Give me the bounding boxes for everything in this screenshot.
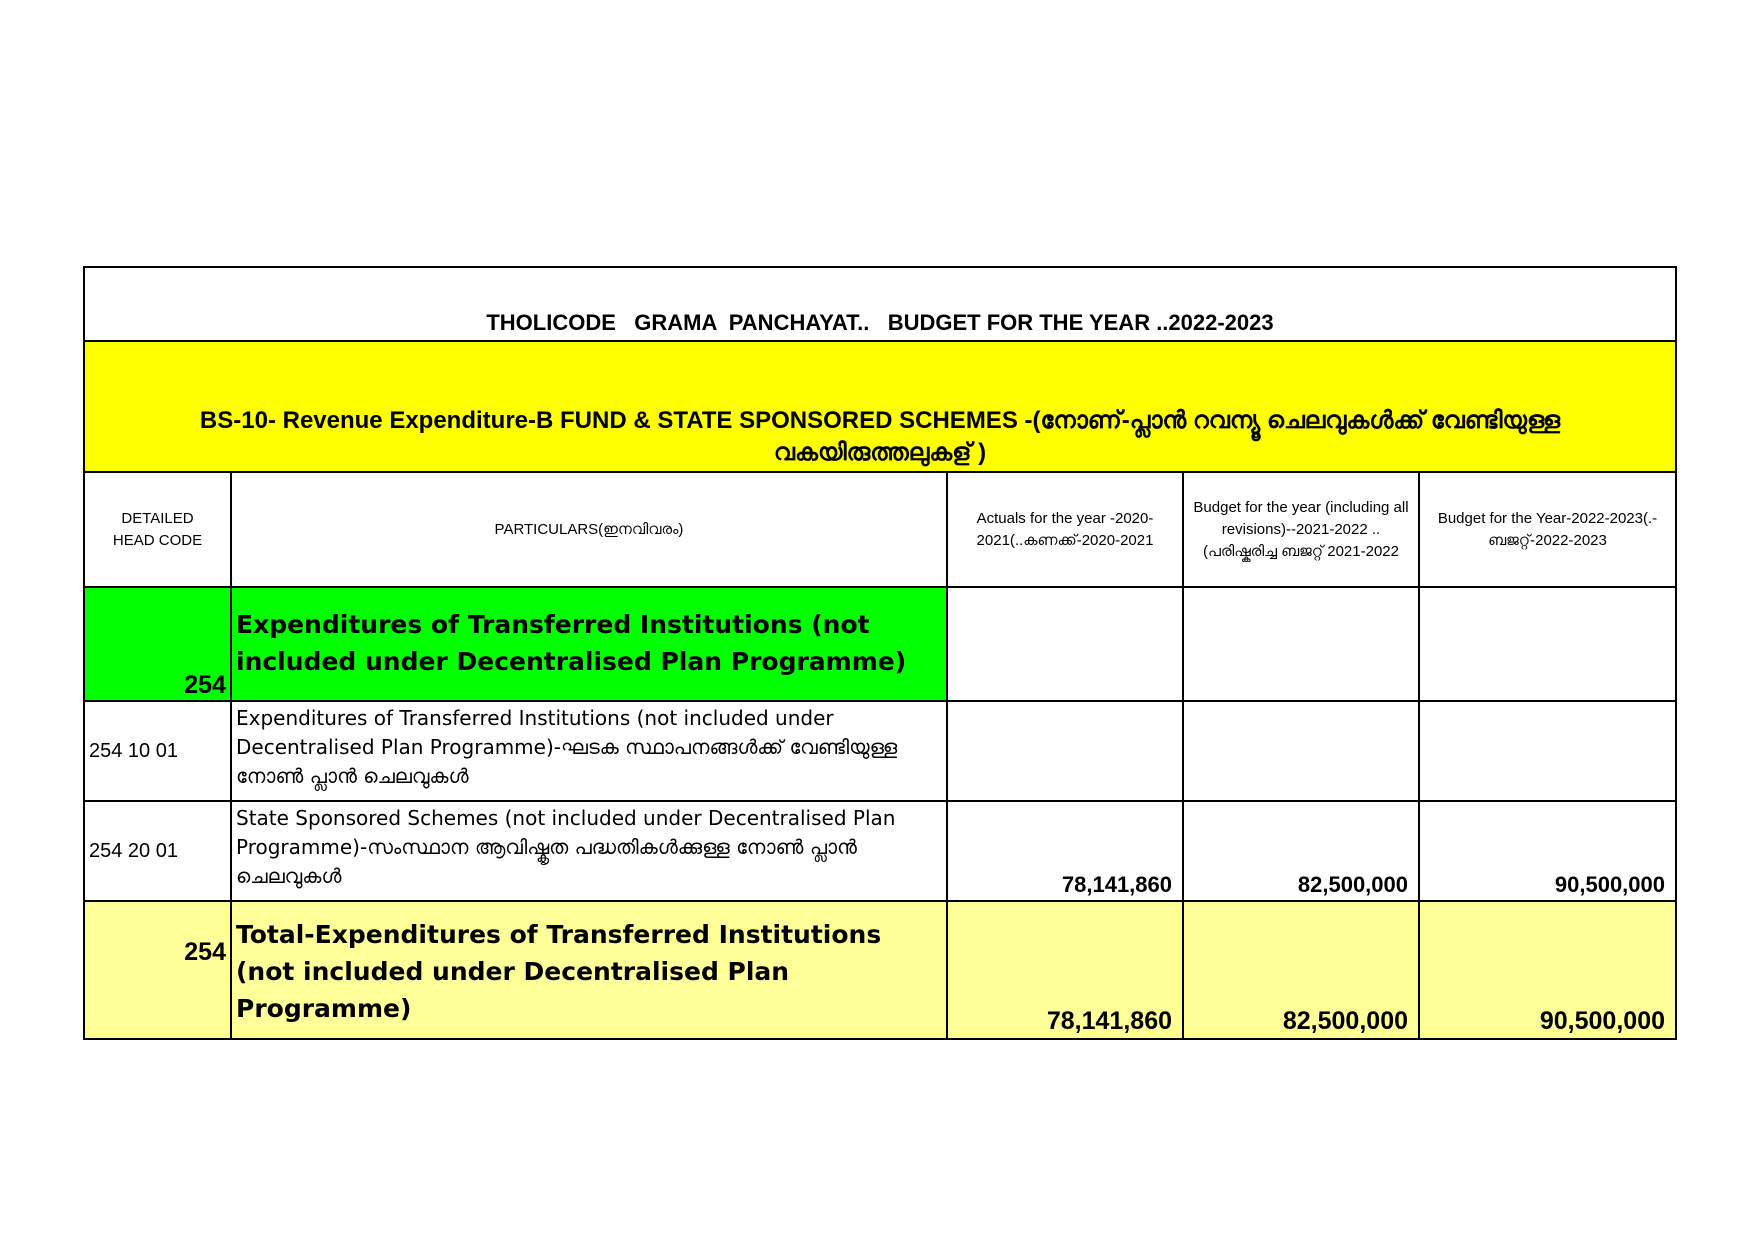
header-actuals: Actuals for the year -2020-2021(..കണക്ക്-2020-2021: [947, 473, 1183, 587]
total-particulars: Total-Expenditures of Transferred Institutions (not included under Decentralised Plan Programme): [231, 901, 947, 1038]
header-budget-curr: Budget for the Year-2022-2023(.-ബജറ്റ്-2022-2023: [1419, 473, 1675, 587]
row-particulars: Expenditures of Transferred Institutions (not included under Decentralised Plan Programme)-ഘടക സ്ഥാപനങ്ങൾക്ക് വേണ്ടിയുള്ള നോൺ പ്ലാൻ ചെലവുകൾ: [231, 701, 947, 801]
title-row: [85, 268, 1675, 342]
table-row: [85, 587, 1675, 701]
row-code: 254 10 01: [85, 701, 231, 801]
sheet-subtitle: BS-10- Revenue Expenditure-B FUND & STATE SPONSORED SCHEMES -(നോണ്-പ്ലാൻ റവന്യൂ ചെലവുകൾക്ക് വേണ്ടിയുള്ള വകയിരുത്തലുകള് ): [199, 407, 1561, 466]
subtitle-row: [85, 342, 1675, 473]
budget-table: [85, 473, 1675, 1038]
row-budget-curr: 90,500,000: [1419, 801, 1675, 901]
row-code: 254 20 01: [85, 801, 231, 901]
row-budget-curr: [1419, 701, 1675, 801]
total-actuals: 78,141,860: [947, 901, 1183, 1038]
header-code: DETAILED HEAD CODE: [85, 473, 231, 587]
row-particulars: State Sponsored Schemes (not included under Decentralised Plan Programme)-സംസ്ഥാന ആവിഷ്കൃത പദ്ധതികൾക്കുള്ള നോൺ പ്ലാൻ ചെലവുകൾ: [231, 801, 947, 901]
total-code: 254: [85, 901, 231, 1038]
row-actuals: [947, 587, 1183, 701]
header-budget-prev: Budget for the year (including all revisions)--2021-2022 ..(പരിഷ്കരിച്ച ബജറ്റ് 2021-2022: [1183, 473, 1419, 587]
table-row: [85, 701, 1675, 801]
budget-sheet: [83, 266, 1677, 1040]
row-budget-prev: 82,500,000: [1183, 801, 1419, 901]
table-row: [85, 801, 1675, 901]
total-budget-curr: 90,500,000: [1419, 901, 1675, 1038]
row-code: 254: [85, 587, 231, 701]
total-row: [85, 901, 1675, 1038]
row-budget-prev: [1183, 701, 1419, 801]
header-particulars: PARTICULARS(ഇനവിവരം): [231, 473, 947, 587]
header-row: [85, 473, 1675, 587]
total-budget-prev: 82,500,000: [1183, 901, 1419, 1038]
row-budget-prev: [1183, 587, 1419, 701]
row-particulars: Expenditures of Transferred Institutions (not included under Decentralised Plan Programme): [231, 587, 947, 701]
row-budget-curr: [1419, 587, 1675, 701]
sheet-title: THOLICODE GRAMA PANCHAYAT.. BUDGET FOR THE YEAR ..2022-2023: [486, 310, 1274, 335]
row-actuals: [947, 701, 1183, 801]
row-actuals: 78,141,860: [947, 801, 1183, 901]
